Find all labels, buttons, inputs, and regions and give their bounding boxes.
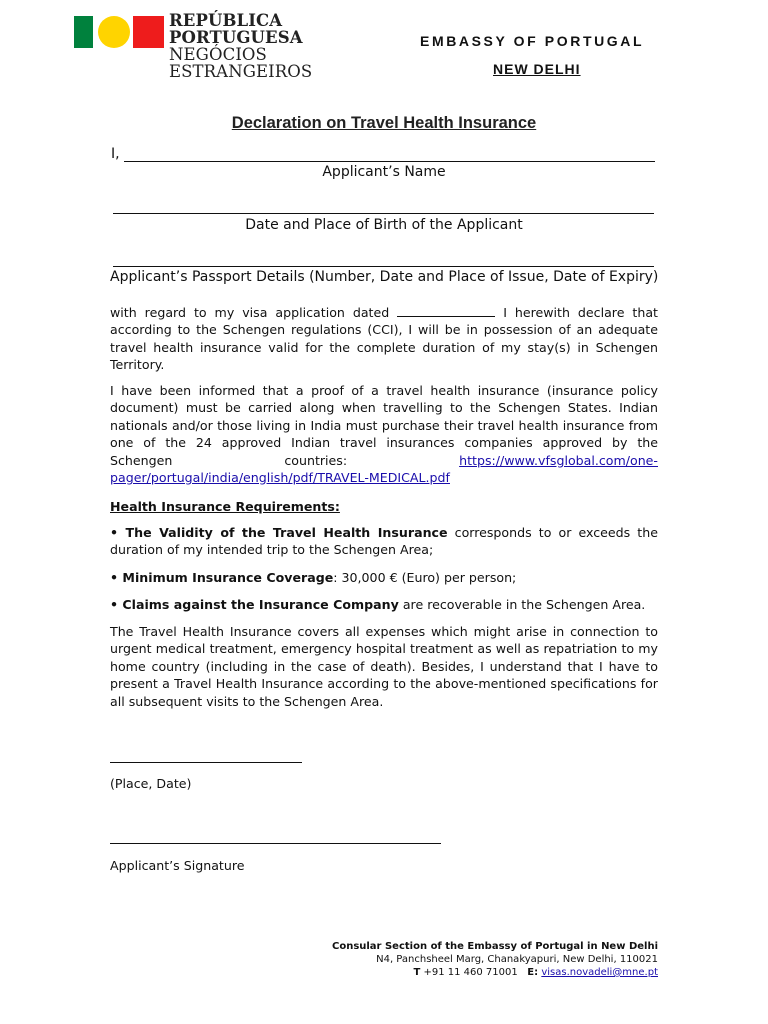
applicant-name-label: Applicant’s Name <box>322 164 446 180</box>
footer-contact-line <box>332 966 658 979</box>
requirement-claims-text: are recoverable in the Schengen Area. <box>402 597 646 612</box>
requirement-validity-text: corresponds to or exceeds the duration of my intended trip to the Schengen Area; <box>110 525 658 558</box>
embassy-name: EMBASSY OF PORTUGAL <box>420 33 645 49</box>
requirement-coverage-text: : 30,000 € (Euro) per person; <box>333 570 517 585</box>
passport-details-label: Applicant’s Passport Details (Number, Date and Place of Issue, Date of Expiry) <box>110 269 659 285</box>
declaration-paragraph <box>110 304 658 374</box>
logo-line-4: ESTRANGEIROS <box>169 62 313 81</box>
logo-line-1: REPÚBLICA <box>169 11 283 30</box>
logo-line-3: NEGÓCIOS <box>169 45 267 64</box>
declaration-start: with regard to my visa application dated <box>110 305 390 320</box>
application-date-blank[interactable] <box>397 305 495 317</box>
footer-email-label: E: <box>527 967 539 978</box>
coverage-paragraph <box>110 623 658 710</box>
requirement-validity <box>110 524 658 559</box>
logo-wordmark <box>169 12 319 80</box>
requirement-claims-title: • Claims against the Insurance Company <box>110 597 399 612</box>
footer-phone-label: T <box>413 967 421 978</box>
logo-line-2: PORTUGUESA <box>169 28 303 47</box>
applicant-name-line[interactable] <box>124 161 655 162</box>
vfs-travel-medical-link[interactable]: https://www.vfsglobal.com/one-pager/portugal/india/english/pdf/TRAVEL-MEDICAL.pdf <box>110 452 658 486</box>
insurance-info-paragraph <box>110 382 658 486</box>
place-date-line[interactable] <box>110 762 302 763</box>
logo-red-square <box>133 16 164 48</box>
logo-green-bar <box>74 16 93 48</box>
requirements-heading: Health Insurance Requirements: <box>110 499 340 514</box>
place-date-label: (Place, Date) <box>110 776 192 791</box>
declaration-end: I herewith declare that according to the Schengen regulations (CCI), I will be in possession of an adequate travel health insurance valid for the complete duration of my stay(s) in Schengen Territory. <box>110 305 658 373</box>
embassy-city: NEW DELHI <box>493 61 581 77</box>
requirement-validity-title: • The Validity of the Travel Health Insurance <box>110 525 448 540</box>
birth-details-label: Date and Place of Birth of the Applicant <box>245 217 523 233</box>
requirement-claims <box>110 596 658 613</box>
portugal-logo-icon <box>74 16 164 48</box>
coverage-text: The Travel Health Insurance covers all expenses which might arise in connection to urgent medical treatment, emergency hospital treatment as well as repatriation to my home country (including in the case of death). Besides, I understand that I have to present a Travel Health Insurance according to the above-mentioned specifications for all subsequent visits to the Schengen Area. <box>110 624 658 709</box>
requirement-coverage <box>110 569 658 586</box>
requirement-coverage-title: • Minimum Insurance Coverage <box>110 570 334 585</box>
birth-details-line[interactable] <box>113 213 654 214</box>
footer-contact <box>332 940 658 979</box>
signature-label: Applicant’s Signature <box>110 858 245 873</box>
signature-line[interactable] <box>110 843 441 844</box>
declarant-prefix: I, <box>111 146 120 162</box>
passport-details-line[interactable] <box>113 266 654 267</box>
footer-email-link[interactable]: visas.novadeli@mne.pt <box>541 967 658 978</box>
document-title: Declaration on Travel Health Insurance <box>231 114 537 132</box>
footer-consular-section: Consular Section of the Embassy of Portugal in New Delhi <box>331 941 658 952</box>
footer-phone: +91 11 460 71001 <box>423 967 518 978</box>
logo-yellow-circle <box>98 16 130 48</box>
footer-address: N4, Panchsheel Marg, Chanakyapuri, New Delhi, 110021 <box>376 954 658 965</box>
insurance-info-text: I have been informed that a proof of a travel health insurance (insurance policy document) must be carried along when travelling to the Schengen States. Indian nationals and/or those living in India must purchase their travel health insurance from one of the 24 approved Indian travel insurances companies approved by the Schengen countries: <box>110 383 658 468</box>
